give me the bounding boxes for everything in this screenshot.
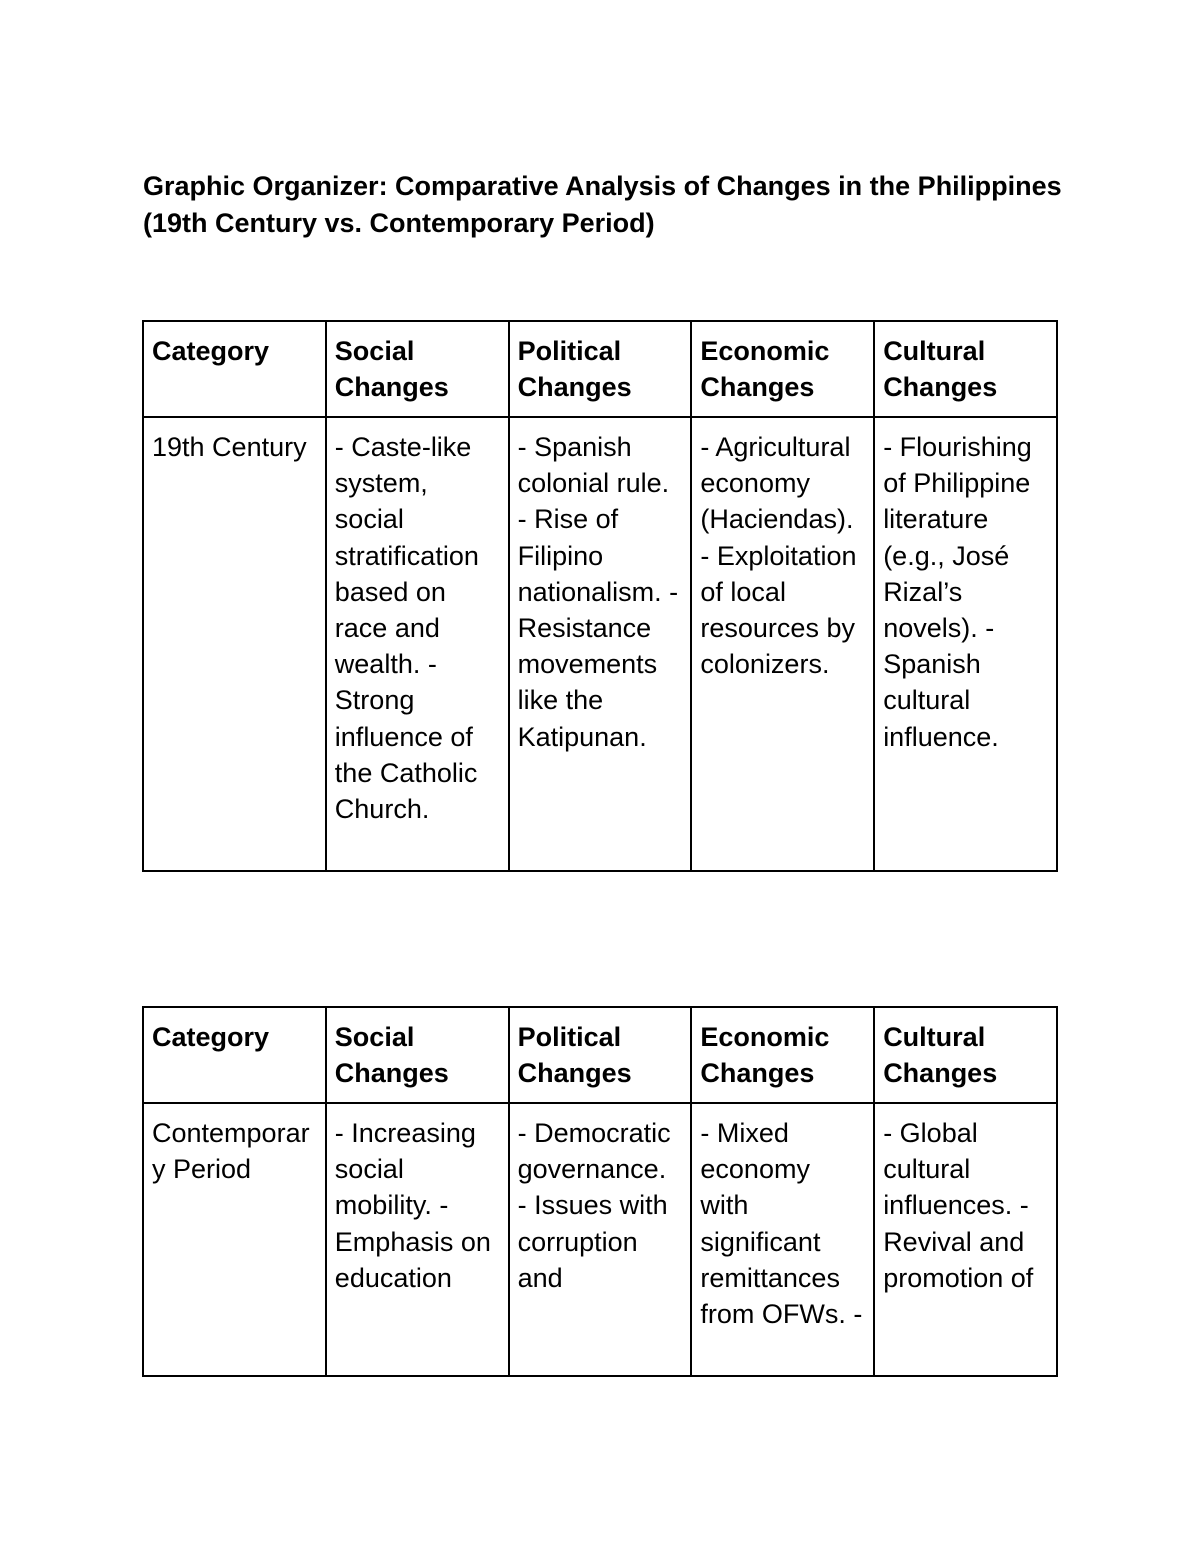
cell-political-changes: - Democratic governance. - Issues with corruption and [509,1103,692,1376]
document-title: Graphic Organizer: Comparative Analysis of Changes in the Philippines (19th Century vs. Contemporary Period) [143,171,1062,238]
header-category: Category [143,321,326,417]
cell-economic-changes: - Mixed economy with significant remittances from OFWs. - [691,1103,874,1376]
cell-social-changes: - Increasing social mobility. - Emphasis on education [326,1103,509,1376]
table-row [143,1103,1057,1376]
comparison-table-contemporary-period [142,1006,1058,1377]
table-header-row [143,1007,1057,1103]
table-row [143,417,1057,871]
cell-category: 19th Century [143,417,326,871]
header-economic-changes: Economic Changes [691,321,874,417]
header-economic-changes: Economic Changes [691,1007,874,1103]
header-cultural-changes: Cultural Changes [874,321,1057,417]
header-cultural-changes: Cultural Changes [874,1007,1057,1103]
header-political-changes: Political Changes [509,321,692,417]
cell-cultural-changes: - Flourishing of Philippine literature (e.g., José Rizal’s novels). - Spanish cultural influence. [874,417,1057,871]
header-category: Category [143,1007,326,1103]
cell-category: Contemporary Period [143,1103,326,1376]
table-header-row [143,321,1057,417]
cell-economic-changes: - Agricultural economy (Haciendas). - Exploitation of local resources by colonizers. [691,417,874,871]
header-political-changes: Political Changes [509,1007,692,1103]
cell-cultural-changes: - Global cultural influences. - Revival and promotion of [874,1103,1057,1376]
cell-political-changes: - Spanish colonial rule. - Rise of Filipino nationalism. - Resistance movements like the Katipunan. [509,417,692,871]
header-social-changes: Social Changes [326,1007,509,1103]
header-social-changes: Social Changes [326,321,509,417]
comparison-table-19th-century [142,320,1058,872]
cell-social-changes: - Caste-like system, social stratification based on race and wealth. - Strong influence of the Catholic Church. [326,417,509,871]
